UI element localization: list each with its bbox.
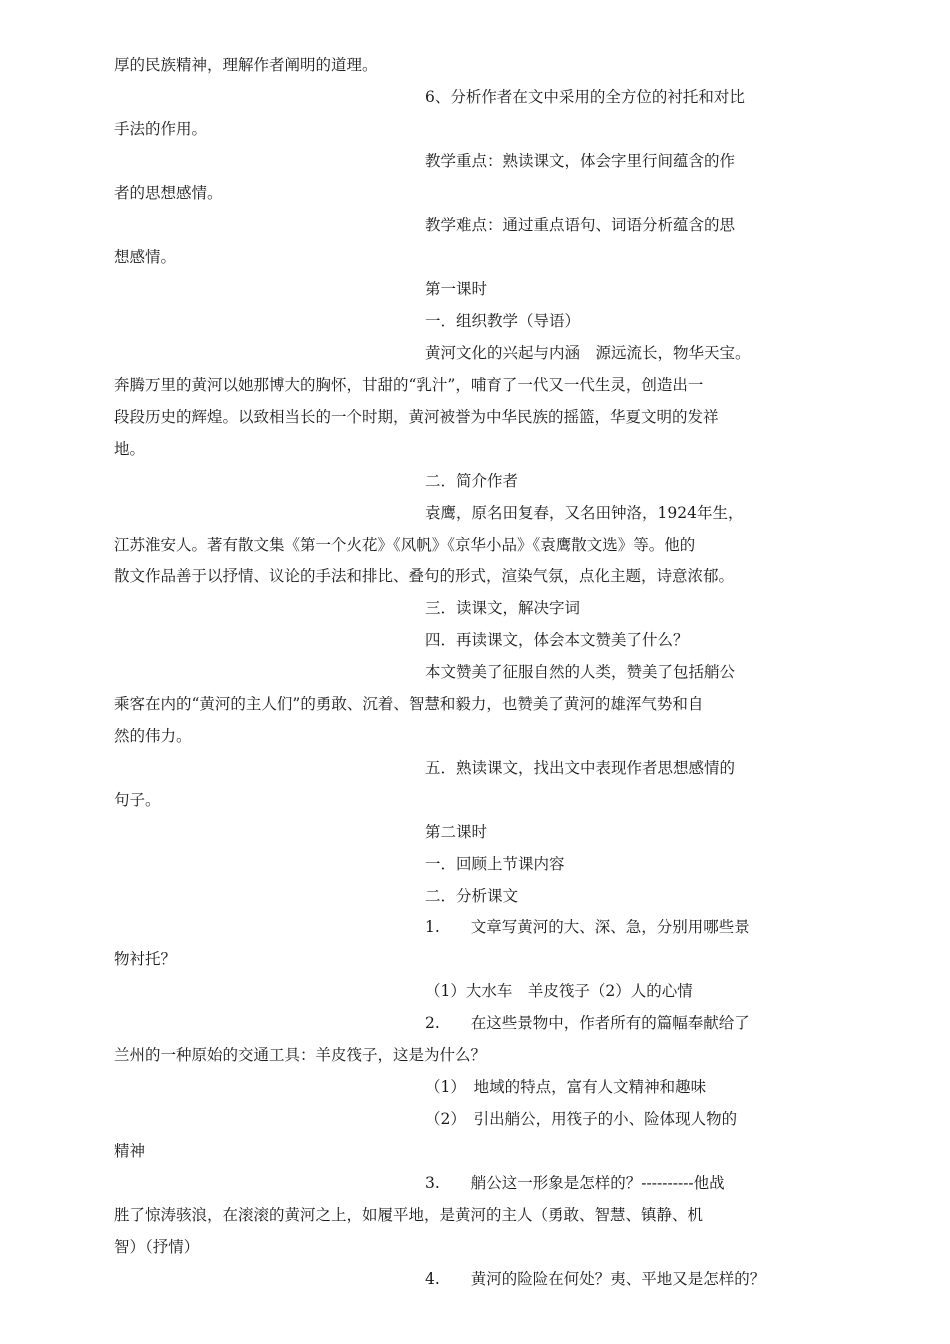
text-line: 江苏淮安人。著有散文集《第一个火花》《风帆》《京华小品》《袁鹰散文选》等。他的 xyxy=(114,536,696,554)
list-item: 3. 艄公这一形象是怎样的？----------他战 xyxy=(425,1174,725,1192)
text-line: 奔腾万里的黄河以她那博大的胸怀，甘甜的“乳汁”，哺育了一代又一代生灵，创造出一 xyxy=(114,376,704,394)
list-item: （1）大水车 羊皮筏子（2）人的心情 xyxy=(425,982,693,1000)
text-line: 句子。 xyxy=(114,791,161,809)
text-line: 物衬托？ xyxy=(114,950,177,968)
section-heading: 第二课时 xyxy=(425,823,488,841)
text-line: 段段历史的辉煌。以致相当长的一个时期，黄河被誉为中华民族的摇篮，华夏文明的发祥 xyxy=(114,408,719,426)
text-line: 厚的民族精神，理解作者阐明的道理。 xyxy=(114,56,378,74)
section-heading: 二．简介作者 xyxy=(425,472,519,490)
section-heading: 二．分析课文 xyxy=(425,887,519,905)
text-line: 想感情。 xyxy=(114,248,177,266)
section-heading: 五．熟读课文，找出文中表现作者思想感情的 xyxy=(425,759,736,777)
text-line: 地。 xyxy=(114,440,146,458)
text-line: 精神 xyxy=(114,1142,146,1160)
section-heading: 一．组织教学（导语） xyxy=(425,312,581,330)
text-line: 本文赞美了征服自然的人类，赞美了包括艄公 xyxy=(425,663,736,681)
text-line: 教学难点：通过重点语句、词语分析蕴含的思 xyxy=(425,216,736,234)
text-line: 者的思想感情。 xyxy=(114,184,223,202)
text-line: 胜了惊涛骇浪，在滚滚的黄河之上，如履平地，是黄河的主人（勇敢、智慧、镇静、机 xyxy=(114,1206,704,1224)
text-line: 袁鹰，原名田复春，又名田钟洛，1924年生， xyxy=(425,504,744,522)
section-heading: 三．读课文，解决字词 xyxy=(425,599,581,617)
text-line: 然的伟力。 xyxy=(114,727,192,745)
text-line: 兰州的一种原始的交通工具：羊皮筏子，这是为什么？ xyxy=(114,1046,487,1064)
text-line: 手法的作用。 xyxy=(114,120,208,138)
text-line: 散文作品善于以抒情、议论的手法和排比、叠句的形式，渲染气氛，点化主题，诗意浓郁。 xyxy=(114,567,735,585)
list-item: （2） 引出艄公，用筏子的小、险体现人物的 xyxy=(425,1110,738,1128)
text-line: 教学重点：熟读课文，体会字里行间蕴含的作 xyxy=(425,152,736,170)
list-item: （1） 地域的特点，富有人文精神和趣味 xyxy=(425,1078,707,1096)
text-line: 6、分析作者在文中采用的全方位的衬托和对比 xyxy=(425,88,745,106)
section-heading: 一．回顾上节课内容 xyxy=(425,855,565,873)
list-item: 4. 黄河的险险在何处？夷、平地又是怎样的？ xyxy=(425,1270,766,1288)
text-line: 智）（抒情） xyxy=(114,1238,200,1256)
list-item: 2. 在这些景物中，作者所有的篇幅奉献给了 xyxy=(425,1014,750,1032)
text-line: 黄河文化的兴起与内涵 源远流长，物华天宝。 xyxy=(425,344,751,362)
text-line: 乘客在内的“黄河的主人们”的勇敢、沉着、智慧和毅力，也赞美了黄河的雄浑气势和自 xyxy=(114,695,704,713)
section-heading: 四．再读课文，体会本文赞美了什么？ xyxy=(425,631,689,649)
list-item: 1. 文章写黄河的大、深、急，分别用哪些景 xyxy=(425,918,750,936)
section-heading: 第一课时 xyxy=(425,280,488,298)
